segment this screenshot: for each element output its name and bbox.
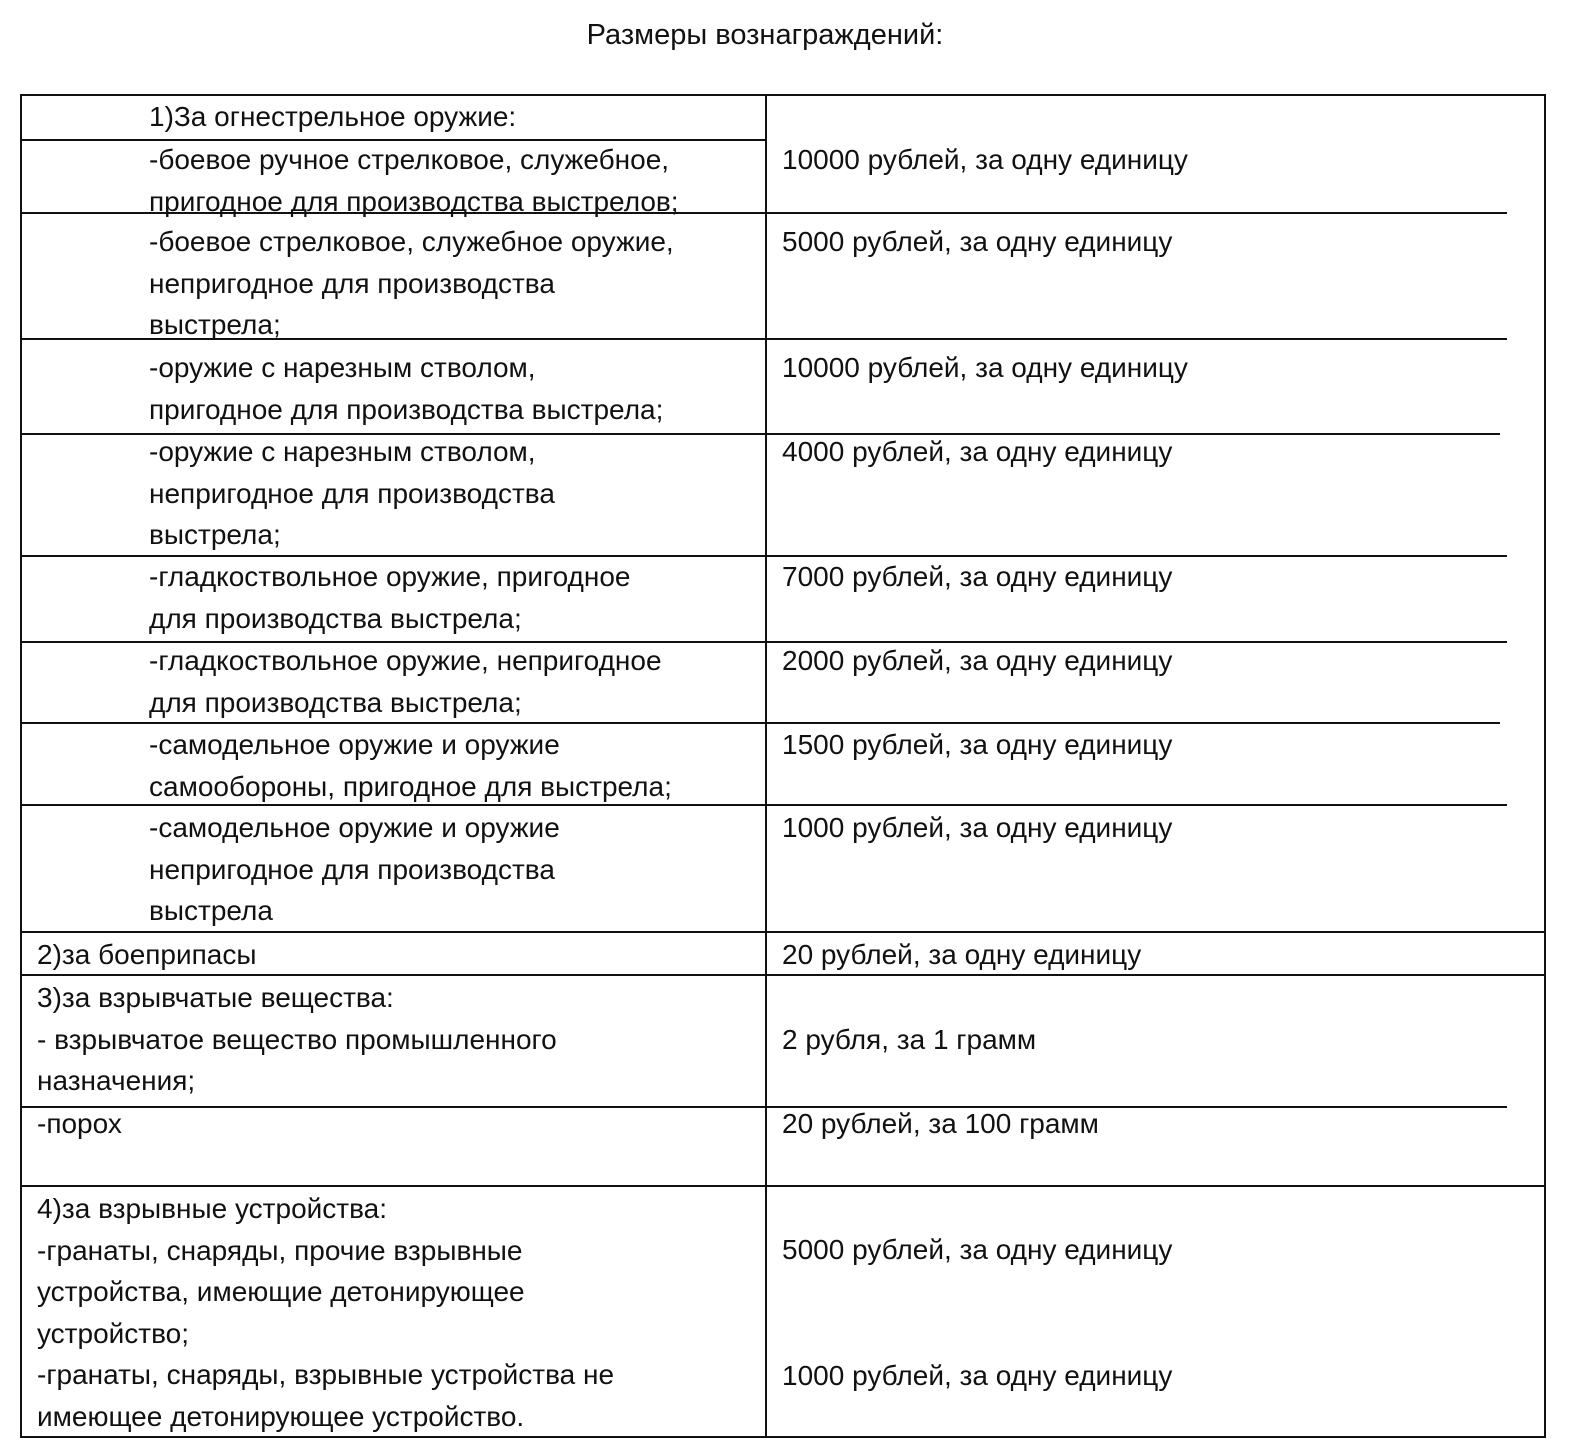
firearms-item-label: -оружие с нарезным стволом, пригодное для производства выстрела; [149,352,664,425]
firearms-item-label: -боевое стрелковое, служебное оружие, непригодное для производства выстрела; [149,226,674,341]
page-title: Размеры вознаграждений: [586,19,944,51]
explosives-reward: 2 рубля, за 1 грамм [782,1024,1037,1055]
devices-reward: 5000 рублей, за одну единицу [782,1234,1173,1265]
firearms-item-label: -оружие с нарезным стволом, непригодное для производства выстрела; [149,436,555,551]
firearms-item-reward: 5000 рублей, за одну единицу [782,226,1173,257]
firearms-item-label: -самодельное оружие и оружие непригодное для производства выстрела [149,812,560,927]
firearms-item-reward: 10000 рублей, за одну единицу [782,144,1188,175]
firearms-item-reward: 1500 рублей, за одну единицу [782,729,1173,760]
firearms-item-reward: 7000 рублей, за одну единицу [782,561,1173,592]
firearms-item-reward: 4000 рублей, за одну единицу [782,436,1173,467]
firearms-item-label: -гладкоствольное оружие, пригодное для производства выстрела; [149,561,631,634]
firearms-item-label: -самодельное оружие и оружие самообороны, пригодное для выстрела; [149,729,672,802]
powder-label: -порох [37,1108,122,1139]
column-divider [765,94,767,1438]
firearms-item-reward: 10000 рублей, за одну единицу [782,352,1188,383]
firearms-item-reward: 2000 рублей, за одну единицу [782,645,1173,676]
ammo-reward: 20 рублей, за одну единицу [782,939,1142,970]
powder-reward: 20 рублей, за 100 грамм [782,1108,1099,1139]
firearms-item-label: -боевое ручное стрелковое, служебное, пригодное для производства выстрелов; [149,144,679,217]
explosives-label: 3)за взрывчатые вещества: - взрывчатое вещество промышленного назначения; [37,982,557,1097]
devices-label: 4)за взрывные устройства: -гранаты, снаряды, прочие взрывные устройства, имеющие детонирующее устройство; -гранаты, снаряды, взрывные устройства не имеющее детонирующее устройство. [37,1193,615,1432]
firearms-heading: 1)За огнестрельное оружие: [149,101,517,132]
firearms-item-label: -гладкоствольное оружие, непригодное для производства выстрела; [149,645,662,718]
firearms-item-reward: 1000 рублей, за одну единицу [782,812,1173,843]
devices-reward: 1000 рублей, за одну единицу [782,1360,1173,1391]
row-divider [20,1185,1546,1187]
ammo-label: 2)за боеприпасы [37,939,257,970]
